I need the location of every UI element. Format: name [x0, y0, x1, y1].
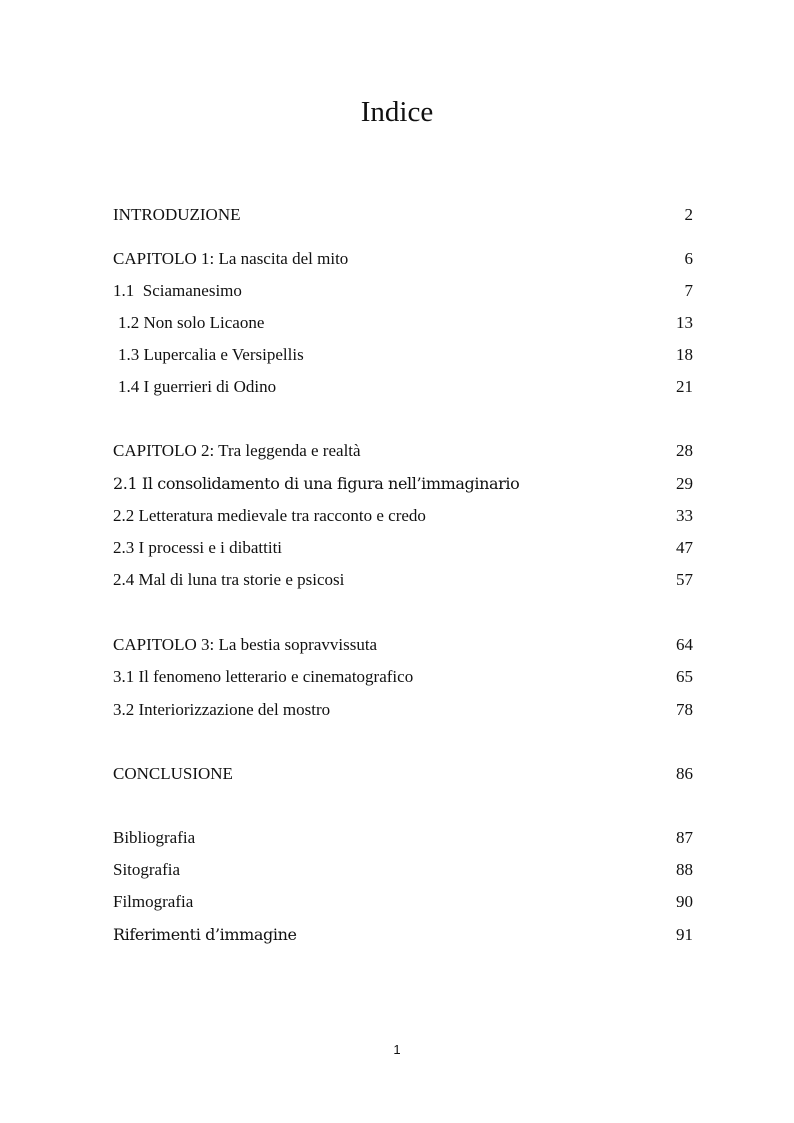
toc-entry-page: 6: [684, 249, 693, 268]
toc-entry-label: 1.2 Non solo Licaone: [118, 313, 265, 332]
toc-entry-2-2: [113, 504, 693, 528]
toc-entry-label: 2.2 Letteratura medievale tra racconto e credo: [113, 506, 426, 525]
toc-entry-2-3: [113, 536, 693, 560]
toc-entry-capitolo-2: [113, 439, 693, 463]
toc-entry-page: 57: [676, 570, 693, 589]
toc-entry-page: 21: [676, 377, 693, 396]
toc-entry-bibliografia: [113, 826, 693, 850]
toc-entry-riferimenti: [113, 923, 693, 947]
toc-entry-capitolo-3: [113, 633, 693, 657]
toc-entry-label: Sitografia: [113, 860, 181, 879]
toc-entry-label: 2.3 I processi e i dibattiti: [113, 538, 283, 557]
toc-entry-capitolo-1: [113, 247, 693, 271]
toc-entry-page: 91: [676, 925, 693, 944]
toc-entry-1-4: [113, 375, 693, 399]
toc-entry-3-2: [113, 698, 693, 722]
toc-entry-page: 47: [676, 538, 693, 557]
toc-entry-1-1: [113, 279, 693, 303]
toc-entry-page: 33: [676, 506, 693, 525]
toc-entry-label: 3.1 Il fenomeno letterario e cinematografico: [113, 667, 414, 686]
toc-entry-page: 65: [676, 667, 693, 686]
toc-entry-1-3: [113, 343, 693, 367]
toc-entry-page: 86: [676, 764, 693, 783]
toc-entry-page: 64: [676, 635, 693, 654]
toc-entry-label: Riferimenti d’immagine: [113, 925, 297, 944]
page-title: Indice: [360, 96, 434, 128]
toc-entry-conclusione: [113, 762, 693, 786]
toc-entry-page: 7: [684, 281, 693, 300]
toc-entry-label: CAPITOLO 2: Tra leggenda e realtà: [113, 441, 361, 460]
toc-entry-2-4: [113, 568, 693, 592]
toc-entry-label: 1.4 I guerrieri di Odino: [118, 377, 277, 396]
toc-entry-label: 1.3 Lupercalia e Versipellis: [118, 345, 304, 364]
toc-entry-2-1: [113, 472, 693, 496]
toc-entry-page: 28: [676, 441, 693, 460]
toc-entry-page: 90: [676, 892, 693, 911]
toc-entry-label: Bibliografia: [113, 828, 196, 847]
toc-entry-label: 1.1 Sciamanesimo: [113, 281, 242, 300]
toc-entry-filmografia: [113, 890, 693, 914]
toc-entry-page: 87: [676, 828, 693, 847]
toc-entry-3-1: [113, 665, 693, 689]
toc-entry-sitografia: [113, 858, 693, 882]
toc-entry-label: CAPITOLO 3: La bestia sopravvissuta: [113, 635, 378, 654]
toc-entry-label: CONCLUSIONE: [113, 764, 233, 783]
toc-entry-1-2: [113, 311, 693, 335]
toc-entry-page: 88: [676, 860, 693, 879]
toc-entry-page: 18: [676, 345, 693, 364]
toc-entry-page: 29: [676, 474, 693, 493]
toc-entry-label: CAPITOLO 1: La nascita del mito: [113, 249, 349, 268]
toc-entry-label: 2.4 Mal di luna tra storie e psicosi: [113, 570, 345, 589]
toc-entry-label: 2.1 Il consolidamento di una figura nell’immaginario: [113, 474, 520, 493]
toc-entry-label: INTRODUZIONE: [113, 205, 241, 224]
toc-entry-page: 78: [676, 700, 693, 719]
toc-entry-page: 13: [676, 313, 693, 332]
toc-entry-label: Filmografia: [113, 892, 194, 911]
toc-entry-label: 3.2 Interiorizzazione del mostro: [113, 700, 331, 719]
toc-entry-introduzione: [113, 203, 693, 227]
page-number: 1: [393, 1042, 401, 1057]
toc-entry-page: 2: [684, 205, 693, 224]
